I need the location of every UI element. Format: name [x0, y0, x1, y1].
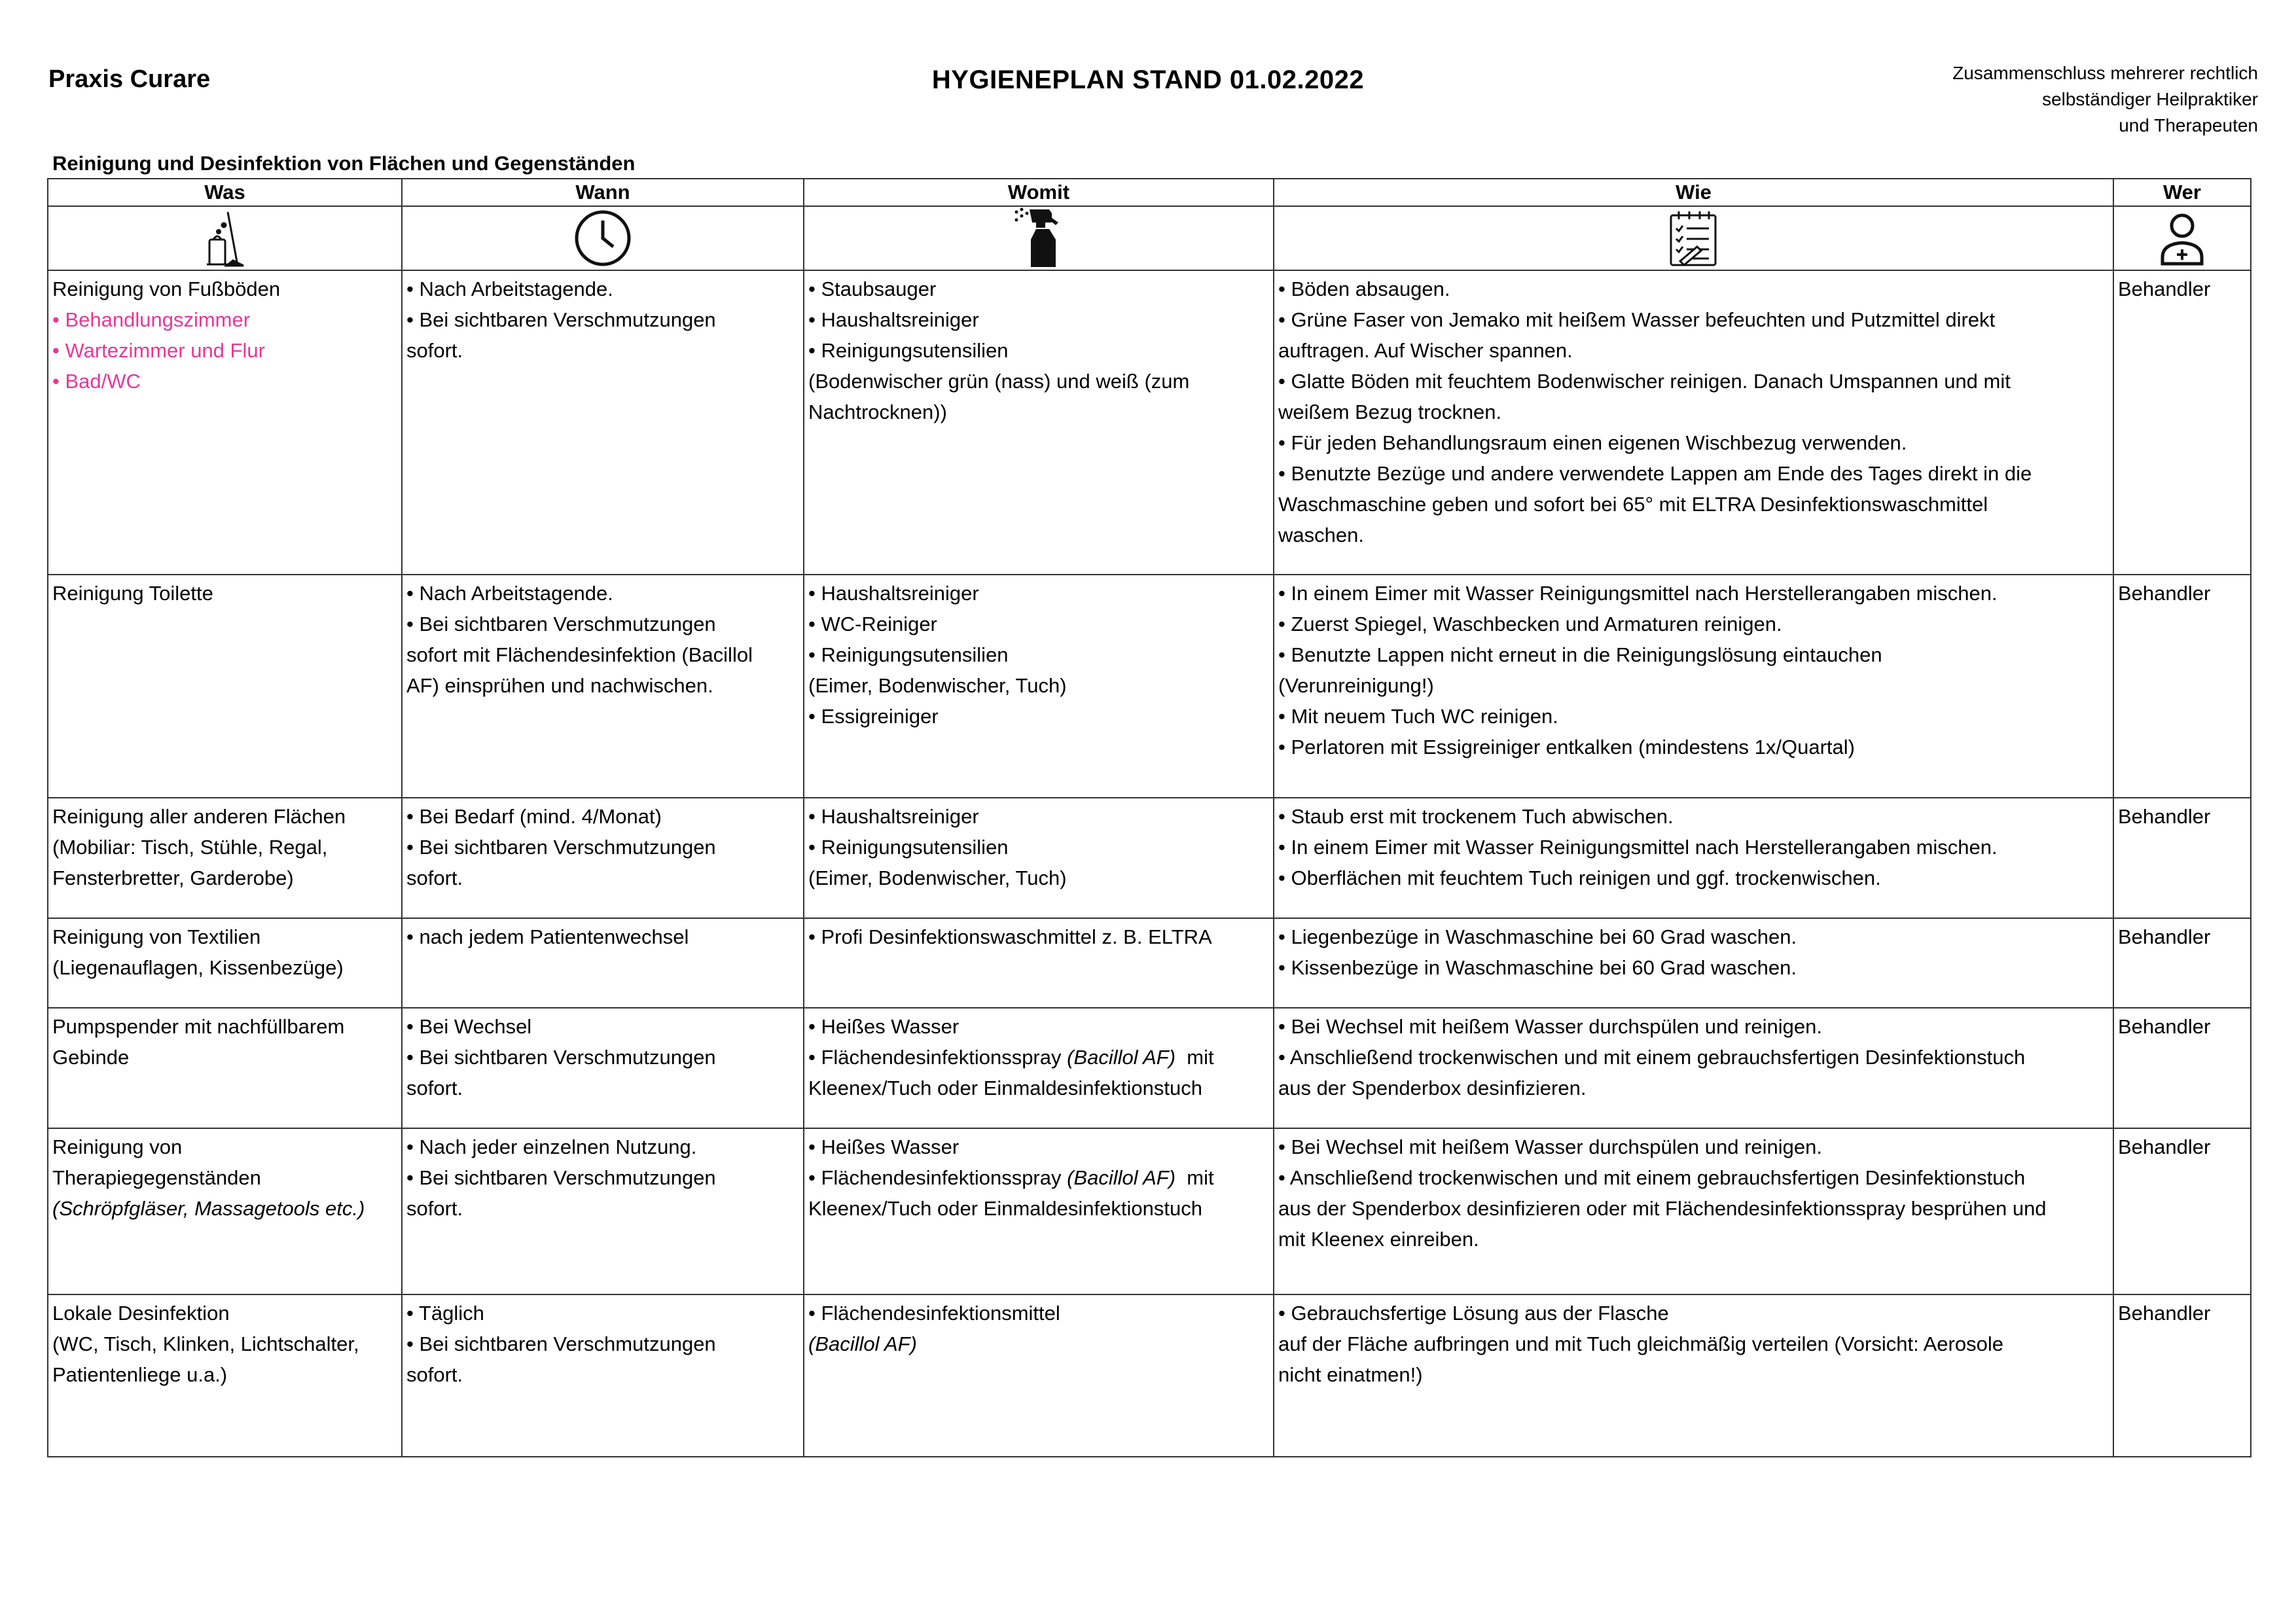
text-line: Behandler	[2118, 805, 2211, 828]
was-cell	[48, 270, 402, 575]
text-line: • Bei sichtbaren Verschmutzungen	[406, 1332, 716, 1355]
text-line: • Bei Wechsel mit heißem Wasser durchspülen und reinigen.	[1278, 1135, 1823, 1158]
table-header-row	[48, 179, 2251, 206]
icon-row	[48, 206, 2251, 270]
text-line: • Profi Desinfektionswaschmittel z. B. ELTRA	[808, 925, 1212, 948]
table-row	[48, 575, 2251, 798]
product-name: (Bacillol AF)	[808, 1332, 917, 1355]
text-line: Reinigung von	[52, 1135, 183, 1158]
text-line: AF) einsprühen und nachwischen.	[406, 674, 713, 697]
text-line: • In einem Eimer mit Wasser Reinigungsmittel nach Herstellerangaben mischen.	[1278, 582, 1998, 605]
text-line	[808, 1132, 1269, 1162]
wie-cell	[1274, 918, 2113, 1008]
was-cell	[48, 1294, 402, 1457]
text-segment: • Flächendesinfektionsmittel	[808, 1302, 1060, 1325]
icon-cell-was	[48, 206, 402, 270]
text-line: • Benutzte Lappen nicht erneut in die Reinigungslösung eintauchen	[1278, 643, 1882, 666]
wann-cell	[402, 1294, 804, 1457]
wann-cell	[402, 918, 804, 1008]
wie-cell	[1274, 798, 2113, 918]
text-line: Pumpspender mit nachfüllbarem	[52, 1015, 345, 1038]
wann-cell	[402, 1128, 804, 1294]
organization-note	[1952, 60, 2258, 139]
text-line	[808, 1011, 1269, 1042]
text-line: • Haushaltsreiniger	[808, 805, 979, 828]
text-segment: • Heißes Wasser	[808, 1015, 960, 1038]
text-line: • Essigreiniger	[808, 705, 939, 728]
product-name: (Bacillol AF)	[1067, 1046, 1176, 1069]
text-line: Gebinde	[52, 1046, 130, 1069]
room-item: • Wartezimmer und Flur	[52, 339, 265, 362]
text-line: Lokale Desinfektion	[52, 1302, 230, 1325]
text-line: • Haushaltsreiniger	[808, 582, 979, 605]
text-line: • Reinigungsutensilien	[808, 836, 1009, 859]
icon-cell-wann	[402, 206, 804, 270]
text-line: Reinigung Toilette	[52, 582, 213, 605]
text-line: Therapiegegenständen	[52, 1166, 261, 1189]
text-line: • In einem Eimer mit Wasser Reinigungsmittel nach Herstellerangaben mischen.	[1278, 836, 1998, 859]
womit-cell	[804, 918, 1274, 1008]
spray-bottle-icon	[1013, 207, 1065, 270]
text-line: Behandler	[2118, 582, 2211, 605]
text-line: • Kissenbezüge in Waschmaschine bei 60 Grad waschen.	[1278, 956, 1797, 979]
text-line: • WC-Reiniger	[808, 613, 937, 635]
wie-cell	[1274, 1008, 2113, 1128]
text-line: • Täglich	[406, 1302, 484, 1325]
wann-cell	[402, 1008, 804, 1128]
was-cell	[48, 575, 402, 798]
text-line	[808, 1298, 1269, 1329]
text-line: • Bei Wechsel	[406, 1015, 532, 1038]
text-line: Reinigung von Fußböden	[52, 277, 281, 300]
text-line: • Glatte Böden mit feuchtem Bodenwischer reinigen. Danach Umspannen und mit	[1278, 370, 2011, 393]
text-line: • Bei sichtbaren Verschmutzungen	[406, 613, 716, 635]
was-cell	[48, 1008, 402, 1128]
text-line: sofort.	[406, 1363, 463, 1386]
text-line: (Liegenauflagen, Kissenbezüge)	[52, 956, 344, 979]
text-line: aus der Spenderbox desinfizieren.	[1278, 1077, 1587, 1099]
text-line: sofort mit Flächendesinfektion (Bacillol	[406, 643, 753, 666]
text-line: • Oberflächen mit feuchtem Tuch reinigen und ggf. trockenwischen.	[1278, 866, 1881, 889]
text-line: (Eimer, Bodenwischer, Tuch)	[808, 866, 1067, 889]
text-line: (Schröpfgläser, Massagetools etc.)	[52, 1197, 365, 1220]
wie-cell	[1274, 1294, 2113, 1457]
was-cell	[48, 918, 402, 1008]
wer-cell	[2113, 575, 2251, 798]
table-row	[48, 270, 2251, 575]
wie-cell	[1274, 1128, 2113, 1294]
text-line: Reinigung von Textilien	[52, 925, 261, 948]
text-segment: mit	[1175, 1046, 1214, 1069]
nurse-person-icon	[2159, 210, 2206, 266]
text-line: • Bei sichtbaren Verschmutzungen	[406, 308, 716, 331]
text-line: mit Kleenex einreiben.	[1278, 1228, 1479, 1251]
text-line: (Eimer, Bodenwischer, Tuch)	[808, 674, 1067, 697]
text-line: • Staub erst mit trockenem Tuch abwischen.	[1278, 805, 1674, 828]
text-line: • Nach Arbeitstagende.	[406, 277, 613, 300]
column-header-wann: Wann	[402, 179, 804, 206]
wer-cell	[2113, 270, 2251, 575]
text-line: • Bei sichtbaren Verschmutzungen	[406, 1166, 716, 1189]
column-header-womit: Womit	[804, 179, 1274, 206]
wer-cell	[2113, 1294, 2251, 1457]
document-title: HYGIENEPLAN STAND 01.02.2022	[931, 65, 1365, 94]
column-header-wie: Wie	[1274, 179, 2113, 206]
table-row	[48, 918, 2251, 1008]
text-line: • Nach Arbeitstagende.	[406, 582, 613, 605]
text-line: • Staubsauger	[808, 277, 937, 300]
wer-cell	[2113, 918, 2251, 1008]
wer-cell	[2113, 1128, 2251, 1294]
table-row	[48, 1128, 2251, 1294]
womit-cell	[804, 270, 1274, 575]
org-line: Zusammenschluss mehrerer rechtlich	[1952, 63, 2258, 83]
text-line: auftragen. Auf Wischer spannen.	[1278, 339, 1573, 362]
text-line: Nachtrocknen))	[808, 401, 947, 423]
text-line: Behandler	[2118, 925, 2211, 948]
text-line: • Perlatoren mit Essigreiniger entkalken (mindestens 1x/Quartal)	[1278, 736, 1855, 758]
icon-cell-womit	[804, 206, 1274, 270]
text-line: • Zuerst Spiegel, Waschbecken und Armaturen reinigen.	[1278, 613, 1782, 635]
text-line: (Mobiliar: Tisch, Stühle, Regal,	[52, 836, 328, 859]
text-line: • Anschließend trockenwischen und mit einem gebrauchsfertigen Desinfektionstuch	[1278, 1166, 2026, 1189]
text-line: auf der Fläche aufbringen und mit Tuch gleichmäßig verteilen (Vorsicht: Aerosole	[1278, 1332, 2003, 1355]
text-line	[808, 1162, 1269, 1193]
icon-cell-wie	[1274, 206, 2113, 270]
womit-cell	[804, 1294, 1274, 1457]
text-line: nicht einatmen!)	[1278, 1363, 1423, 1386]
wie-cell	[1274, 270, 2113, 575]
table-row	[48, 798, 2251, 918]
wann-cell	[402, 575, 804, 798]
wie-cell	[1274, 575, 2113, 798]
text-segment: • Flächendesinfektionsspray	[808, 1046, 1067, 1069]
text-line: • Gebrauchsfertige Lösung aus der Flasche	[1278, 1302, 1669, 1325]
wer-cell	[2113, 798, 2251, 918]
column-header-wer: Wer	[2113, 179, 2251, 206]
text-line: • Benutzte Bezüge und andere verwendete Lappen am Ende des Tages direkt in die	[1278, 462, 2032, 485]
hygiene-plan-table	[47, 178, 2251, 1457]
text-line: • Haushaltsreiniger	[808, 308, 979, 331]
text-line: (Verunreinigung!)	[1278, 674, 1434, 697]
wann-cell	[402, 798, 804, 918]
text-line: Behandler	[2118, 1015, 2211, 1038]
text-line: • Anschließend trockenwischen und mit einem gebrauchsfertigen Desinfektionstuch	[1278, 1046, 2026, 1069]
womit-cell	[804, 1128, 1274, 1294]
text-line: Waschmaschine geben und sofort bei 65° mit ELTRA Desinfektionswaschmittel	[1278, 493, 1988, 516]
text-line: • Nach jeder einzelnen Nutzung.	[406, 1135, 697, 1158]
text-line: (Bodenwischer grün (nass) und weiß (zum	[808, 370, 1190, 393]
text-line: • nach jedem Patientenwechsel	[406, 925, 689, 948]
practice-name: Praxis Curare	[48, 65, 211, 93]
text-line: sofort.	[406, 1197, 463, 1220]
text-line: sofort.	[406, 866, 463, 889]
text-line: (WC, Tisch, Klinken, Lichtschalter,	[52, 1332, 359, 1355]
text-segment: • Heißes Wasser	[808, 1135, 960, 1158]
text-line: waschen.	[1278, 524, 1364, 546]
room-item: • Bad/WC	[52, 370, 141, 393]
text-line: sofort.	[406, 339, 463, 362]
product-name: (Bacillol AF)	[1067, 1166, 1176, 1189]
text-line: • Reinigungsutensilien	[808, 339, 1009, 362]
text-line: • Bei Wechsel mit heißem Wasser durchspülen und reinigen.	[1278, 1015, 1823, 1038]
text-line: Behandler	[2118, 1302, 2211, 1325]
text-line: Behandler	[2118, 1135, 2211, 1158]
text-line: Behandler	[2118, 277, 2211, 300]
table-row	[48, 1008, 2251, 1128]
org-line: und Therapeuten	[2119, 115, 2258, 135]
text-line: Fensterbretter, Garderobe)	[52, 866, 294, 889]
text-segment: Kleenex/Tuch oder Einmaldesinfektionstuch	[808, 1077, 1202, 1099]
text-line: sofort.	[406, 1077, 463, 1099]
text-line: • Grüne Faser von Jemako mit heißem Wasser befeuchten und Putzmittel direkt	[1278, 308, 1996, 331]
text-line: • Bei Bedarf (mind. 4/Monat)	[406, 805, 662, 828]
was-cell	[48, 798, 402, 918]
text-line: Patientenliege u.a.)	[52, 1363, 228, 1386]
icon-cell-wer	[2113, 206, 2251, 270]
room-item: • Behandlungszimmer	[52, 308, 251, 331]
text-line: • Mit neuem Tuch WC reinigen.	[1278, 705, 1558, 728]
clock-icon	[571, 209, 634, 268]
text-line	[808, 1042, 1269, 1073]
womit-cell	[804, 1008, 1274, 1128]
text-line: • Reinigungsutensilien	[808, 643, 1009, 666]
text-line: • Böden absaugen.	[1278, 277, 1450, 300]
text-line	[808, 1193, 1269, 1224]
text-segment: • Flächendesinfektionsspray	[808, 1166, 1067, 1189]
section-title: Reinigung und Desinfektion von Flächen und Gegenständen	[52, 152, 636, 175]
text-segment: Kleenex/Tuch oder Einmaldesinfektionstuch	[808, 1197, 1202, 1220]
womit-cell	[804, 798, 1274, 918]
cleaning-bucket-mop-icon	[204, 209, 246, 267]
text-line: aus der Spenderbox desinfizieren oder mit Flächendesinfektionsspray besprühen und	[1278, 1197, 2047, 1220]
wer-cell	[2113, 1008, 2251, 1128]
text-line: • Bei sichtbaren Verschmutzungen	[406, 836, 716, 859]
text-line: weißem Bezug trocknen.	[1278, 401, 1502, 423]
text-line: • Liegenbezüge in Waschmaschine bei 60 Grad waschen.	[1278, 925, 1797, 948]
column-header-was: Was	[48, 179, 402, 206]
checklist-icon	[1666, 209, 1722, 268]
was-cell	[48, 1128, 402, 1294]
org-line: selbständiger Heilpraktiker	[2042, 89, 2258, 109]
text-line: Reinigung aller anderen Flächen	[52, 805, 346, 828]
text-line: • Bei sichtbaren Verschmutzungen	[406, 1046, 716, 1069]
text-line: • Für jeden Behandlungsraum einen eigenen Wischbezug verwenden.	[1278, 431, 1907, 454]
table-row	[48, 1294, 2251, 1457]
womit-cell	[804, 575, 1274, 798]
wann-cell	[402, 270, 804, 575]
text-line	[808, 1073, 1269, 1103]
text-segment: mit	[1175, 1166, 1214, 1189]
